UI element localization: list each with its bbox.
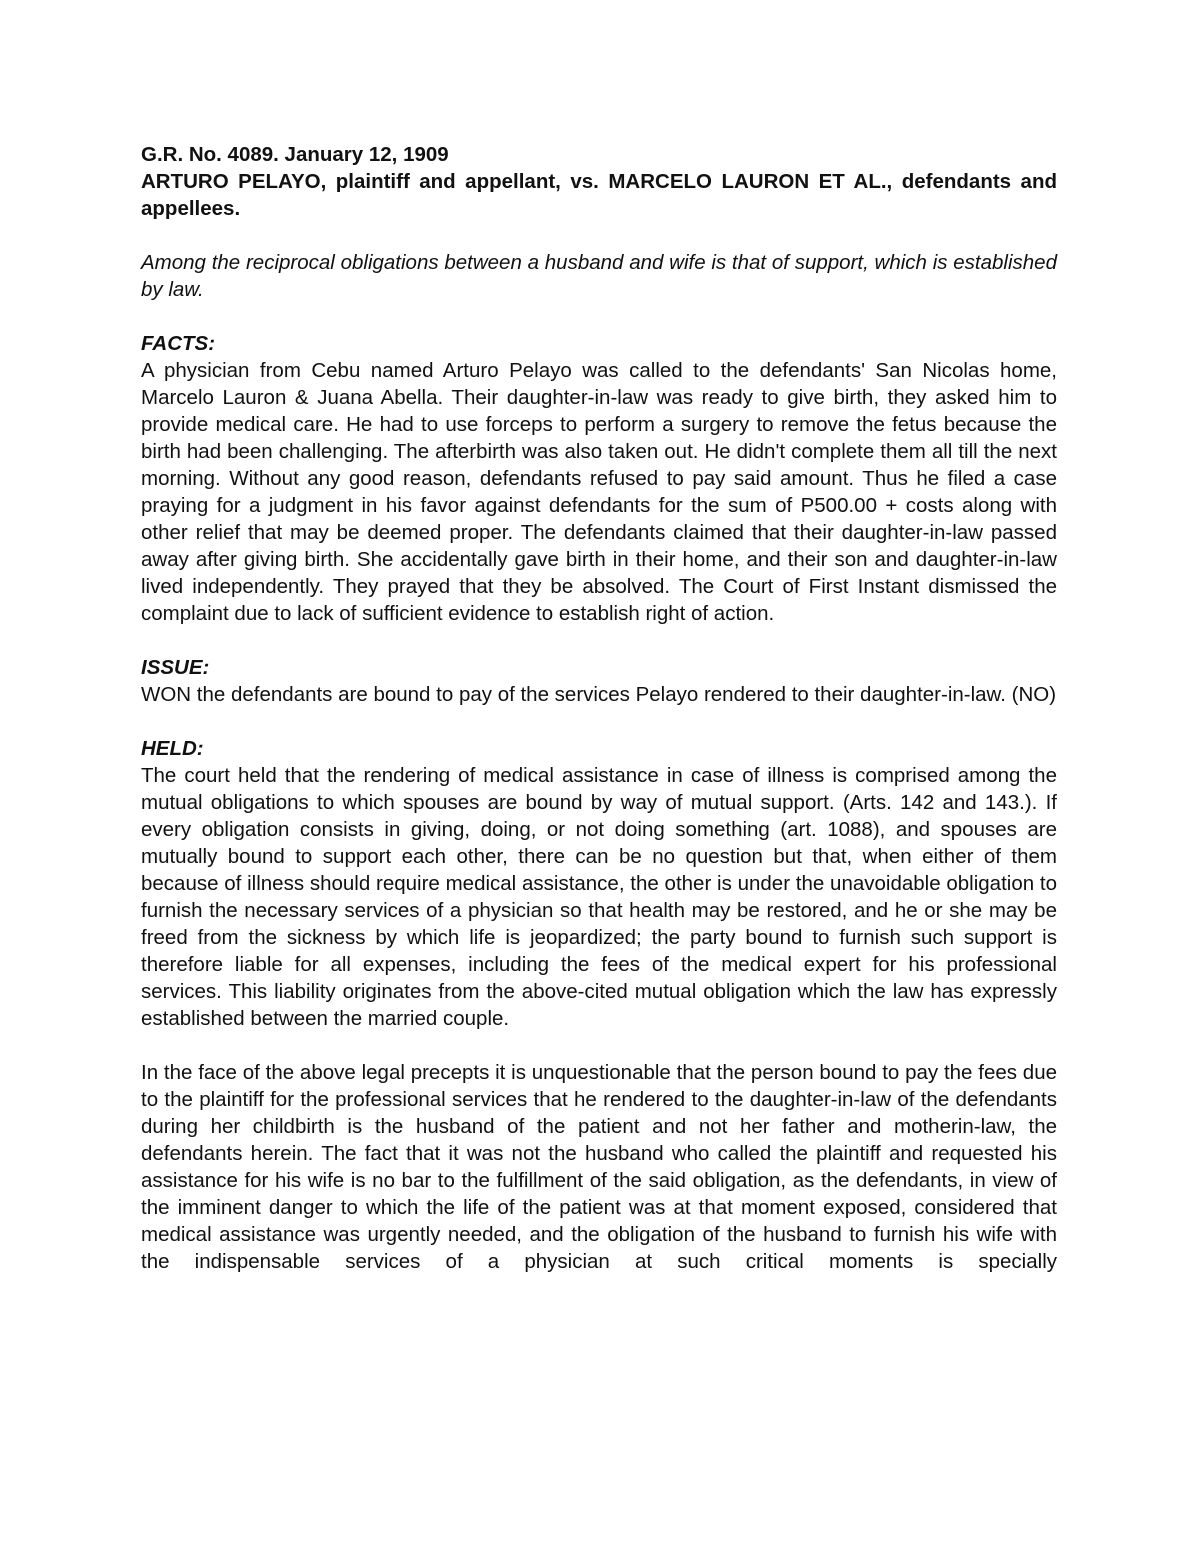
facts-body: A physician from Cebu named Arturo Pelayo was called to the defendants' San Nicolas home, Marcelo Lauron & Juana Abella. Their daughter-in-law was ready to give birth, they asked him to provide medical care. He had to use forceps to perform a surgery to remove the fetus because the birth had been challenging. The afterbirth was also taken out. He didn't complete them all till the next morning. Without any good reason, defendants refused to pay said amount. Thus he filed a case praying for a judgment in his favor against defendants for the sum of P500.00 + costs along with other relief that may be deemed proper. The defendants claimed that their daughter-in-law passed away after giving birth. She accidentally gave birth in their home, and their son and daughter-in-law lived independently. They prayed that they be absolved. The Court of First Instant dismissed the complaint due to lack of sufficient evidence to establish right of action. [141,359,1057,625]
case-parties: ARTURO PELAYO, plaintiff and appellant, vs. MARCELO LAURON ET AL., defendants and appellees. [141,170,1057,220]
facts-section [141,330,1057,627]
case-citation: G.R. No. 4089. January 12, 1909 [141,143,449,166]
document-page [141,141,1057,1275]
held-paragraph-2: In the face of the above legal precepts it is unquestionable that the person bound to pay the fees due to the plaintiff for the professional services that he rendered to the daughter-in-law of the defendants during her childbirth is the husband of the patient and not her father and motherin-law, the defendants herein. The fact that it was not the husband who called the plaintiff and requested his assistance for his wife is no bar to the fulfillment of the said obligation, as the defendants, in view of the imminent danger to which the life of the patient was at that moment exposed, considered that medical assistance was urgently needed, and the obligation of the husband to furnish his wife with the indispensable services of a physician at such critical moments is specially [141,1061,1057,1273]
held-paragraph-1: The court held that the rendering of medical assistance in case of illness is comprised among the mutual obligations to which spouses are bound by way of mutual support. (Arts. 142 and 143.). If every obligation consists in giving, doing, or not doing something (art. 1088), and spouses are mutually bound to support each other, there can be no question but that, when either of them because of illness should require medical assistance, the other is under the unavoidable obligation to furnish the necessary services of a physician so that health may be restored, and he or she may be freed from the sickness by which life is jeopardized; the party bound to furnish such support is therefore liable for all expenses, including the fees of the medical expert for his professional services. This liability originates from the above-cited mutual obligation which the law has expressly established between the married couple. [141,764,1057,1030]
spacer [141,1032,1057,1059]
issue-heading: ISSUE: [141,656,210,679]
spacer [141,708,1057,735]
held-heading: HELD: [141,737,204,760]
spacer [141,303,1057,330]
doctrine-statement: Among the reciprocal obligations between a husband and wife is that of support, which is established by law. [141,251,1057,301]
spacer [141,222,1057,249]
facts-heading: FACTS: [141,332,216,355]
issue-body: WON the defendants are bound to pay of the services Pelayo rendered to their daughter-in-law. (NO) [141,683,1057,706]
held-section [141,735,1057,1275]
spacer [141,627,1057,654]
issue-section [141,654,1057,708]
